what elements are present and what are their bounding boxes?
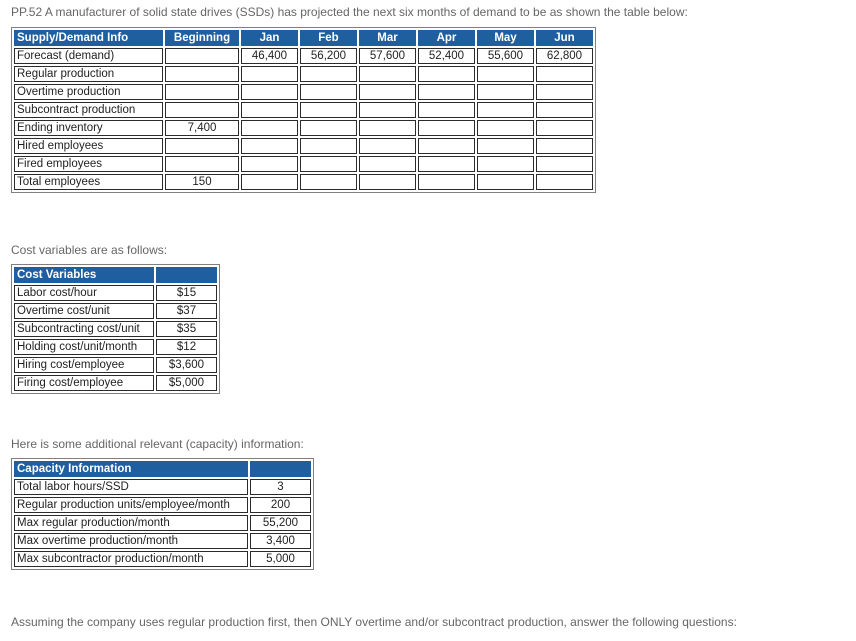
supply-demand-header: Supply/Demand Info	[14, 30, 163, 46]
value-cell[interactable]	[165, 84, 239, 100]
table-row	[14, 66, 593, 82]
value-cell[interactable]	[359, 156, 416, 172]
column-header: Jun	[536, 30, 593, 46]
capacity-information-header: Capacity Information	[14, 461, 248, 477]
value-cell[interactable]	[477, 156, 534, 172]
value-cell[interactable]	[477, 66, 534, 82]
value-cell: 200	[250, 497, 311, 513]
value-cell[interactable]	[359, 84, 416, 100]
value-cell[interactable]	[418, 174, 475, 190]
value-cell: 5,000	[250, 551, 311, 567]
table-row	[14, 174, 593, 190]
value-cell: 55,600	[477, 48, 534, 64]
value-cell[interactable]	[418, 102, 475, 118]
value-cell[interactable]	[241, 174, 298, 190]
value-cell: $5,000	[156, 375, 217, 391]
table-row	[14, 48, 593, 64]
row-label: Subcontracting cost/unit	[14, 321, 154, 337]
value-cell[interactable]	[241, 102, 298, 118]
row-label: Hiring cost/employee	[14, 357, 154, 373]
cost-variables-header: Cost Variables	[14, 267, 154, 283]
value-cell: $15	[156, 285, 217, 301]
value-cell[interactable]	[300, 138, 357, 154]
value-cell: 3	[250, 479, 311, 495]
cost-variables-table	[11, 264, 220, 394]
value-cell[interactable]	[165, 156, 239, 172]
value-cell[interactable]	[359, 120, 416, 136]
column-header: Feb	[300, 30, 357, 46]
row-label: Forecast (demand)	[14, 48, 163, 64]
value-cell[interactable]	[418, 138, 475, 154]
table-row	[14, 303, 217, 319]
value-cell[interactable]	[300, 174, 357, 190]
value-cell[interactable]	[300, 102, 357, 118]
value-cell[interactable]	[165, 138, 239, 154]
table-row	[14, 120, 593, 136]
value-cell: 7,400	[165, 120, 239, 136]
value-cell[interactable]	[536, 120, 593, 136]
row-label: Total labor hours/SSD	[14, 479, 248, 495]
capacity-intro-text: Here is some additional relevant (capacity) information:	[11, 437, 304, 451]
row-label: Labor cost/hour	[14, 285, 154, 301]
table-row	[14, 357, 217, 373]
value-cell: 52,400	[418, 48, 475, 64]
value-cell[interactable]	[359, 174, 416, 190]
value-cell: 62,800	[536, 48, 593, 64]
value-cell[interactable]	[536, 84, 593, 100]
value-cell: $12	[156, 339, 217, 355]
value-cell: $3,600	[156, 357, 217, 373]
value-cell[interactable]	[300, 120, 357, 136]
table-row	[14, 515, 311, 531]
value-cell[interactable]	[241, 84, 298, 100]
table-row	[14, 156, 593, 172]
value-cell[interactable]	[241, 156, 298, 172]
column-header: May	[477, 30, 534, 46]
row-label: Firing cost/employee	[14, 375, 154, 391]
table-row	[14, 497, 311, 513]
value-cell: 150	[165, 174, 239, 190]
value-cell[interactable]	[477, 174, 534, 190]
value-cell[interactable]	[418, 120, 475, 136]
value-cell[interactable]	[165, 102, 239, 118]
value-cell[interactable]	[536, 102, 593, 118]
value-cell[interactable]	[359, 102, 416, 118]
value-cell[interactable]	[300, 66, 357, 82]
value-cell: 46,400	[241, 48, 298, 64]
intro-text: PP.52 A manufacturer of solid state drives (SSDs) has projected the next six months of demand to be as shown the table below:	[11, 5, 688, 19]
row-label: Holding cost/unit/month	[14, 339, 154, 355]
row-label: Regular production	[14, 66, 163, 82]
value-cell[interactable]	[418, 156, 475, 172]
value-cell[interactable]	[477, 120, 534, 136]
closing-text: Assuming the company uses regular production first, then ONLY overtime and/or subcontract production, answer the following questions:	[11, 615, 737, 629]
value-cell[interactable]	[477, 138, 534, 154]
value-cell: 3,400	[250, 533, 311, 549]
value-cell[interactable]	[241, 66, 298, 82]
row-label: Overtime cost/unit	[14, 303, 154, 319]
value-cell: $35	[156, 321, 217, 337]
table-row	[14, 551, 311, 567]
table-row	[14, 285, 217, 301]
table-row	[14, 479, 311, 495]
value-cell[interactable]	[536, 156, 593, 172]
table-row	[14, 339, 217, 355]
row-label: Max overtime production/month	[14, 533, 248, 549]
row-label: Hired employees	[14, 138, 163, 154]
value-cell[interactable]	[536, 66, 593, 82]
cost-intro-text: Cost variables are as follows:	[11, 243, 168, 257]
cost-values-header	[156, 267, 217, 283]
value-cell[interactable]	[165, 66, 239, 82]
value-cell: $37	[156, 303, 217, 319]
row-label: Total employees	[14, 174, 163, 190]
value-cell[interactable]	[477, 102, 534, 118]
value-cell[interactable]	[477, 84, 534, 100]
table-row	[14, 375, 217, 391]
row-label: Regular production units/employee/month	[14, 497, 248, 513]
value-cell[interactable]	[536, 138, 593, 154]
column-header: Beginning	[165, 30, 239, 46]
value-cell[interactable]	[359, 138, 416, 154]
table-row	[14, 533, 311, 549]
table-row	[14, 102, 593, 118]
value-cell: 56,200	[300, 48, 357, 64]
table-row	[14, 138, 593, 154]
capacity-values-header	[250, 461, 311, 477]
row-label: Ending inventory	[14, 120, 163, 136]
value-cell[interactable]	[241, 138, 298, 154]
row-label: Subcontract production	[14, 102, 163, 118]
row-label: Max regular production/month	[14, 515, 248, 531]
value-cell[interactable]	[418, 84, 475, 100]
column-header: Jan	[241, 30, 298, 46]
value-cell[interactable]	[418, 66, 475, 82]
supply-demand-table	[11, 27, 596, 193]
row-label: Overtime production	[14, 84, 163, 100]
table-row	[14, 321, 217, 337]
capacity-information-table	[11, 458, 314, 570]
value-cell: 55,200	[250, 515, 311, 531]
column-header: Apr	[418, 30, 475, 46]
value-cell[interactable]	[300, 156, 357, 172]
row-label: Max subcontractor production/month	[14, 551, 248, 567]
value-cell[interactable]	[359, 66, 416, 82]
value-cell[interactable]	[241, 120, 298, 136]
value-cell: 57,600	[359, 48, 416, 64]
column-header: Mar	[359, 30, 416, 46]
row-label: Fired employees	[14, 156, 163, 172]
table-row	[14, 84, 593, 100]
value-cell[interactable]	[165, 48, 239, 64]
value-cell[interactable]	[536, 174, 593, 190]
value-cell[interactable]	[300, 84, 357, 100]
